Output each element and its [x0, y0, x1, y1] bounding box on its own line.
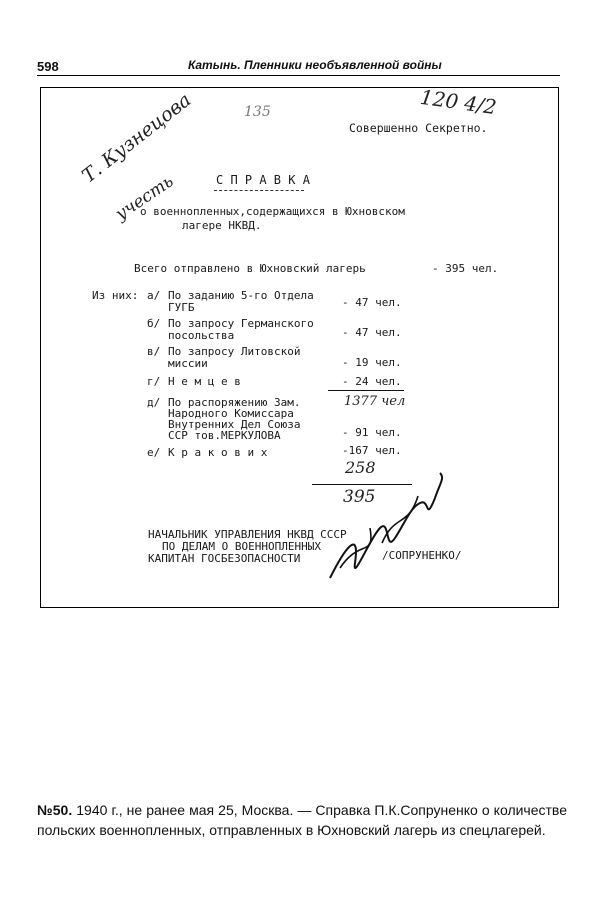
subtitle-line-2: лагере НКВД. [182, 219, 262, 232]
caption-text: 1940 г., не ранее мая 25, Москва. — Справка П.К.Сопруненко о количестве польских военнопленных, отправленных в Юхновский лагерь из спецлагерей. [37, 802, 567, 838]
document-caption [37, 800, 567, 840]
item-text-line: По запросу Литовской [168, 345, 301, 358]
margin-note-2: учесть [112, 171, 178, 225]
item-marker: а/ [147, 289, 161, 302]
item-text-line: Н е м ц е в [168, 375, 241, 388]
stamp-number: 135 [244, 104, 271, 120]
of-them-label: Из них: [92, 289, 139, 302]
item-value: - 47 чел. [342, 326, 402, 339]
classification: Совершенно Секретно. [349, 121, 488, 135]
item-text-line: посольства [168, 329, 235, 342]
signature-line-3: КАПИТАН ГОСБЕЗОПАСНОСТИ [148, 552, 301, 565]
item-value: - 47 чел. [342, 296, 402, 309]
document-title: С П Р А В К А [216, 173, 310, 187]
total-value: - 395 чел. [432, 262, 499, 275]
item-marker: г/ [147, 375, 161, 388]
margin-note-1: Т. Кузнецова [78, 88, 196, 188]
caption-number: №50. [37, 802, 73, 818]
signature-line-1: НАЧАЛЬНИК УПРАВЛЕНИЯ НКВД СССР [148, 528, 347, 541]
item-value: - 24 чел. [342, 375, 402, 388]
item-marker: б/ [147, 317, 161, 330]
handwritten-signature [300, 468, 450, 588]
item-text-line: По запросу Германского [168, 317, 314, 330]
item-value: - 91 чел. [342, 426, 402, 439]
handwritten-number: 120 4/2 [418, 84, 499, 120]
item-text-line: Внутренних Дел Союза [168, 418, 301, 431]
item-text-line: миссии [168, 357, 208, 370]
hand-correction: 1377 чел [344, 394, 406, 409]
item-value: - 19 чел. [342, 356, 402, 369]
item-text-line: ГУГБ [168, 301, 195, 314]
hand-total: 395 [343, 487, 376, 507]
signer-name: /СОПРУНЕНКО/ [382, 549, 462, 562]
header-rule [37, 75, 560, 76]
item-value: -167 чел. [342, 444, 402, 457]
item-text-line: По заданию 5-го Отдела [168, 289, 314, 302]
item-text-line: К р а к о в и х [168, 446, 268, 459]
item-marker: в/ [147, 345, 161, 358]
item-text-line: Народного Комиссара [168, 407, 294, 420]
hand-sum: 258 [345, 458, 376, 477]
underline-g [328, 390, 404, 391]
total-label: Всего отправлено в Юхновский лагерь [134, 262, 366, 275]
item-marker: е/ [147, 446, 161, 459]
item-text-line: По распоряжению Зам. [168, 396, 301, 409]
item-text-line: ССР тов.МЕРКУЛОВА [168, 429, 281, 442]
book-title: Катынь. Пленники необъявленной войны [188, 58, 442, 72]
signature-line-2: ПО ДЕЛАМ О ВОЕННОПЛЕННЫХ [162, 540, 321, 553]
page-number: 598 [37, 59, 59, 74]
title-underline [214, 190, 304, 191]
item-marker: д/ [147, 396, 161, 409]
subtitle-line-1: о военнопленных,содержащихся в Юхновском [140, 205, 405, 218]
